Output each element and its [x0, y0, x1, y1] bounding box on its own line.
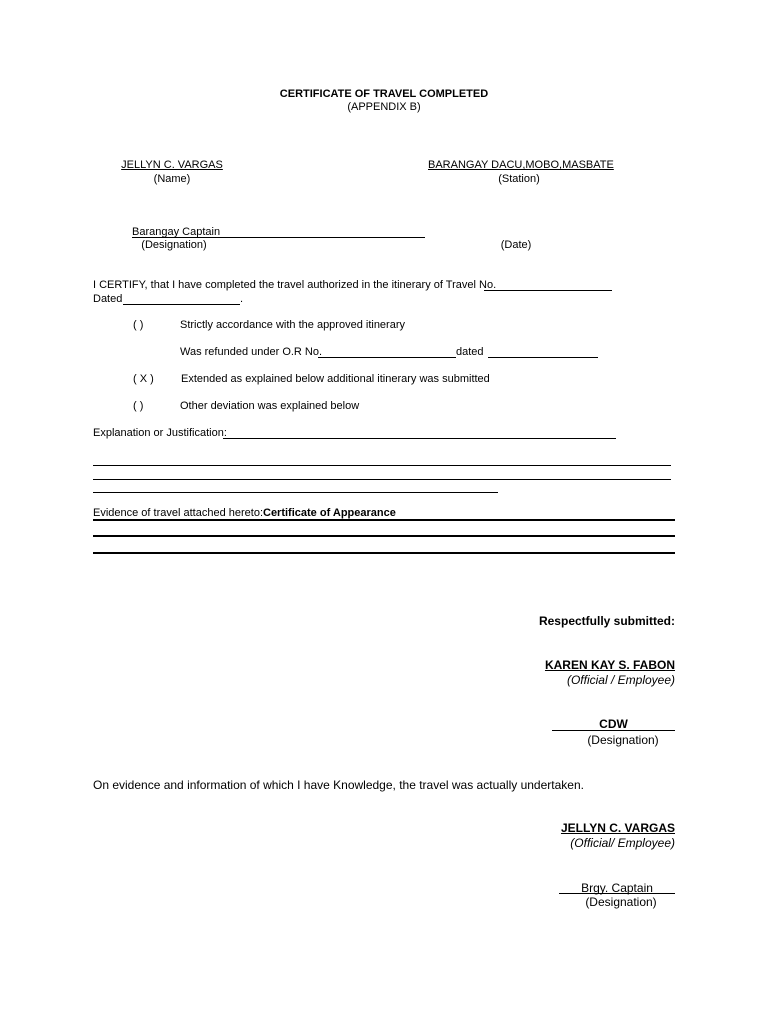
evidence-line-2: [93, 535, 675, 537]
option-3-text: Extended as explained below additional itinerary was submitted: [181, 373, 490, 385]
evidence-value: Certificate of Appearance: [263, 507, 396, 519]
or-number-blank: [318, 357, 456, 358]
submitted-official-name: KAREN KAY S. FABON: [544, 658, 675, 672]
certify-text: I CERTIFY, that I have completed the travel authorized in the itinerary of Travel No.: [93, 279, 497, 291]
option-2-text: Was refunded under O.R No.: [180, 346, 323, 358]
submitted-designation-line: [552, 730, 675, 731]
verification-official-label: (Official/ Employee): [570, 836, 675, 850]
explanation-blank-1: [223, 438, 616, 439]
name-value: JELLYN C. VARGAS: [121, 159, 223, 171]
dated-blank: [123, 304, 240, 305]
explanation-label: Explanation or Justification:: [93, 427, 227, 439]
option-4-mark: ( ): [133, 400, 144, 412]
station-value: BARANGAY DACU,MOBO,MASBATE: [428, 159, 614, 171]
designation-label: (Designation): [141, 239, 207, 251]
designation-value: Barangay Captain: [132, 226, 221, 238]
or-date-blank: [488, 357, 598, 358]
explanation-blank-2: [93, 465, 671, 466]
document-title: CERTIFICATE OF TRAVEL COMPLETED: [279, 88, 489, 100]
station-label: (Station): [498, 173, 540, 185]
option-1-mark: ( ): [133, 319, 144, 331]
option-4-text: Other deviation was explained below: [180, 400, 360, 412]
verification-designation-value: Brgy. Captain: [581, 881, 653, 895]
evidence-line-3: [93, 552, 675, 554]
submitted-designation-value: CDW: [599, 717, 628, 731]
designation-underline: [132, 237, 425, 238]
submitted-official-label: (Official / Employee): [566, 673, 675, 687]
verification-statement: On evidence and information of which I have Knowledge, the travel was actually undertaken.: [93, 778, 584, 792]
document-subtitle: (APPENDIX B): [347, 101, 421, 113]
submitted-heading: Respectfully submitted:: [538, 614, 675, 628]
dated-trailer: .: [240, 293, 244, 305]
verification-official-name: JELLYN C. VARGAS: [560, 821, 675, 835]
verification-designation-label: (Designation): [585, 895, 657, 909]
name-label: (Name): [153, 173, 191, 185]
date-label: (Date): [500, 239, 532, 251]
verification-designation-line: [559, 893, 675, 894]
explanation-blank-3: [93, 479, 671, 480]
option-2-suffix: dated: [456, 346, 484, 358]
evidence-label-text: Evidence of travel attached hereto:: [93, 507, 263, 519]
evidence-line-1: [93, 519, 675, 521]
option-3-mark: ( X ): [133, 373, 154, 385]
dated-label: Dated: [93, 293, 123, 305]
option-1-text: Strictly accordance with the approved itinerary: [180, 319, 405, 331]
submitted-designation-label: (Designation): [587, 733, 659, 747]
explanation-blank-4: [93, 492, 498, 493]
travel-no-blank: [484, 290, 612, 291]
